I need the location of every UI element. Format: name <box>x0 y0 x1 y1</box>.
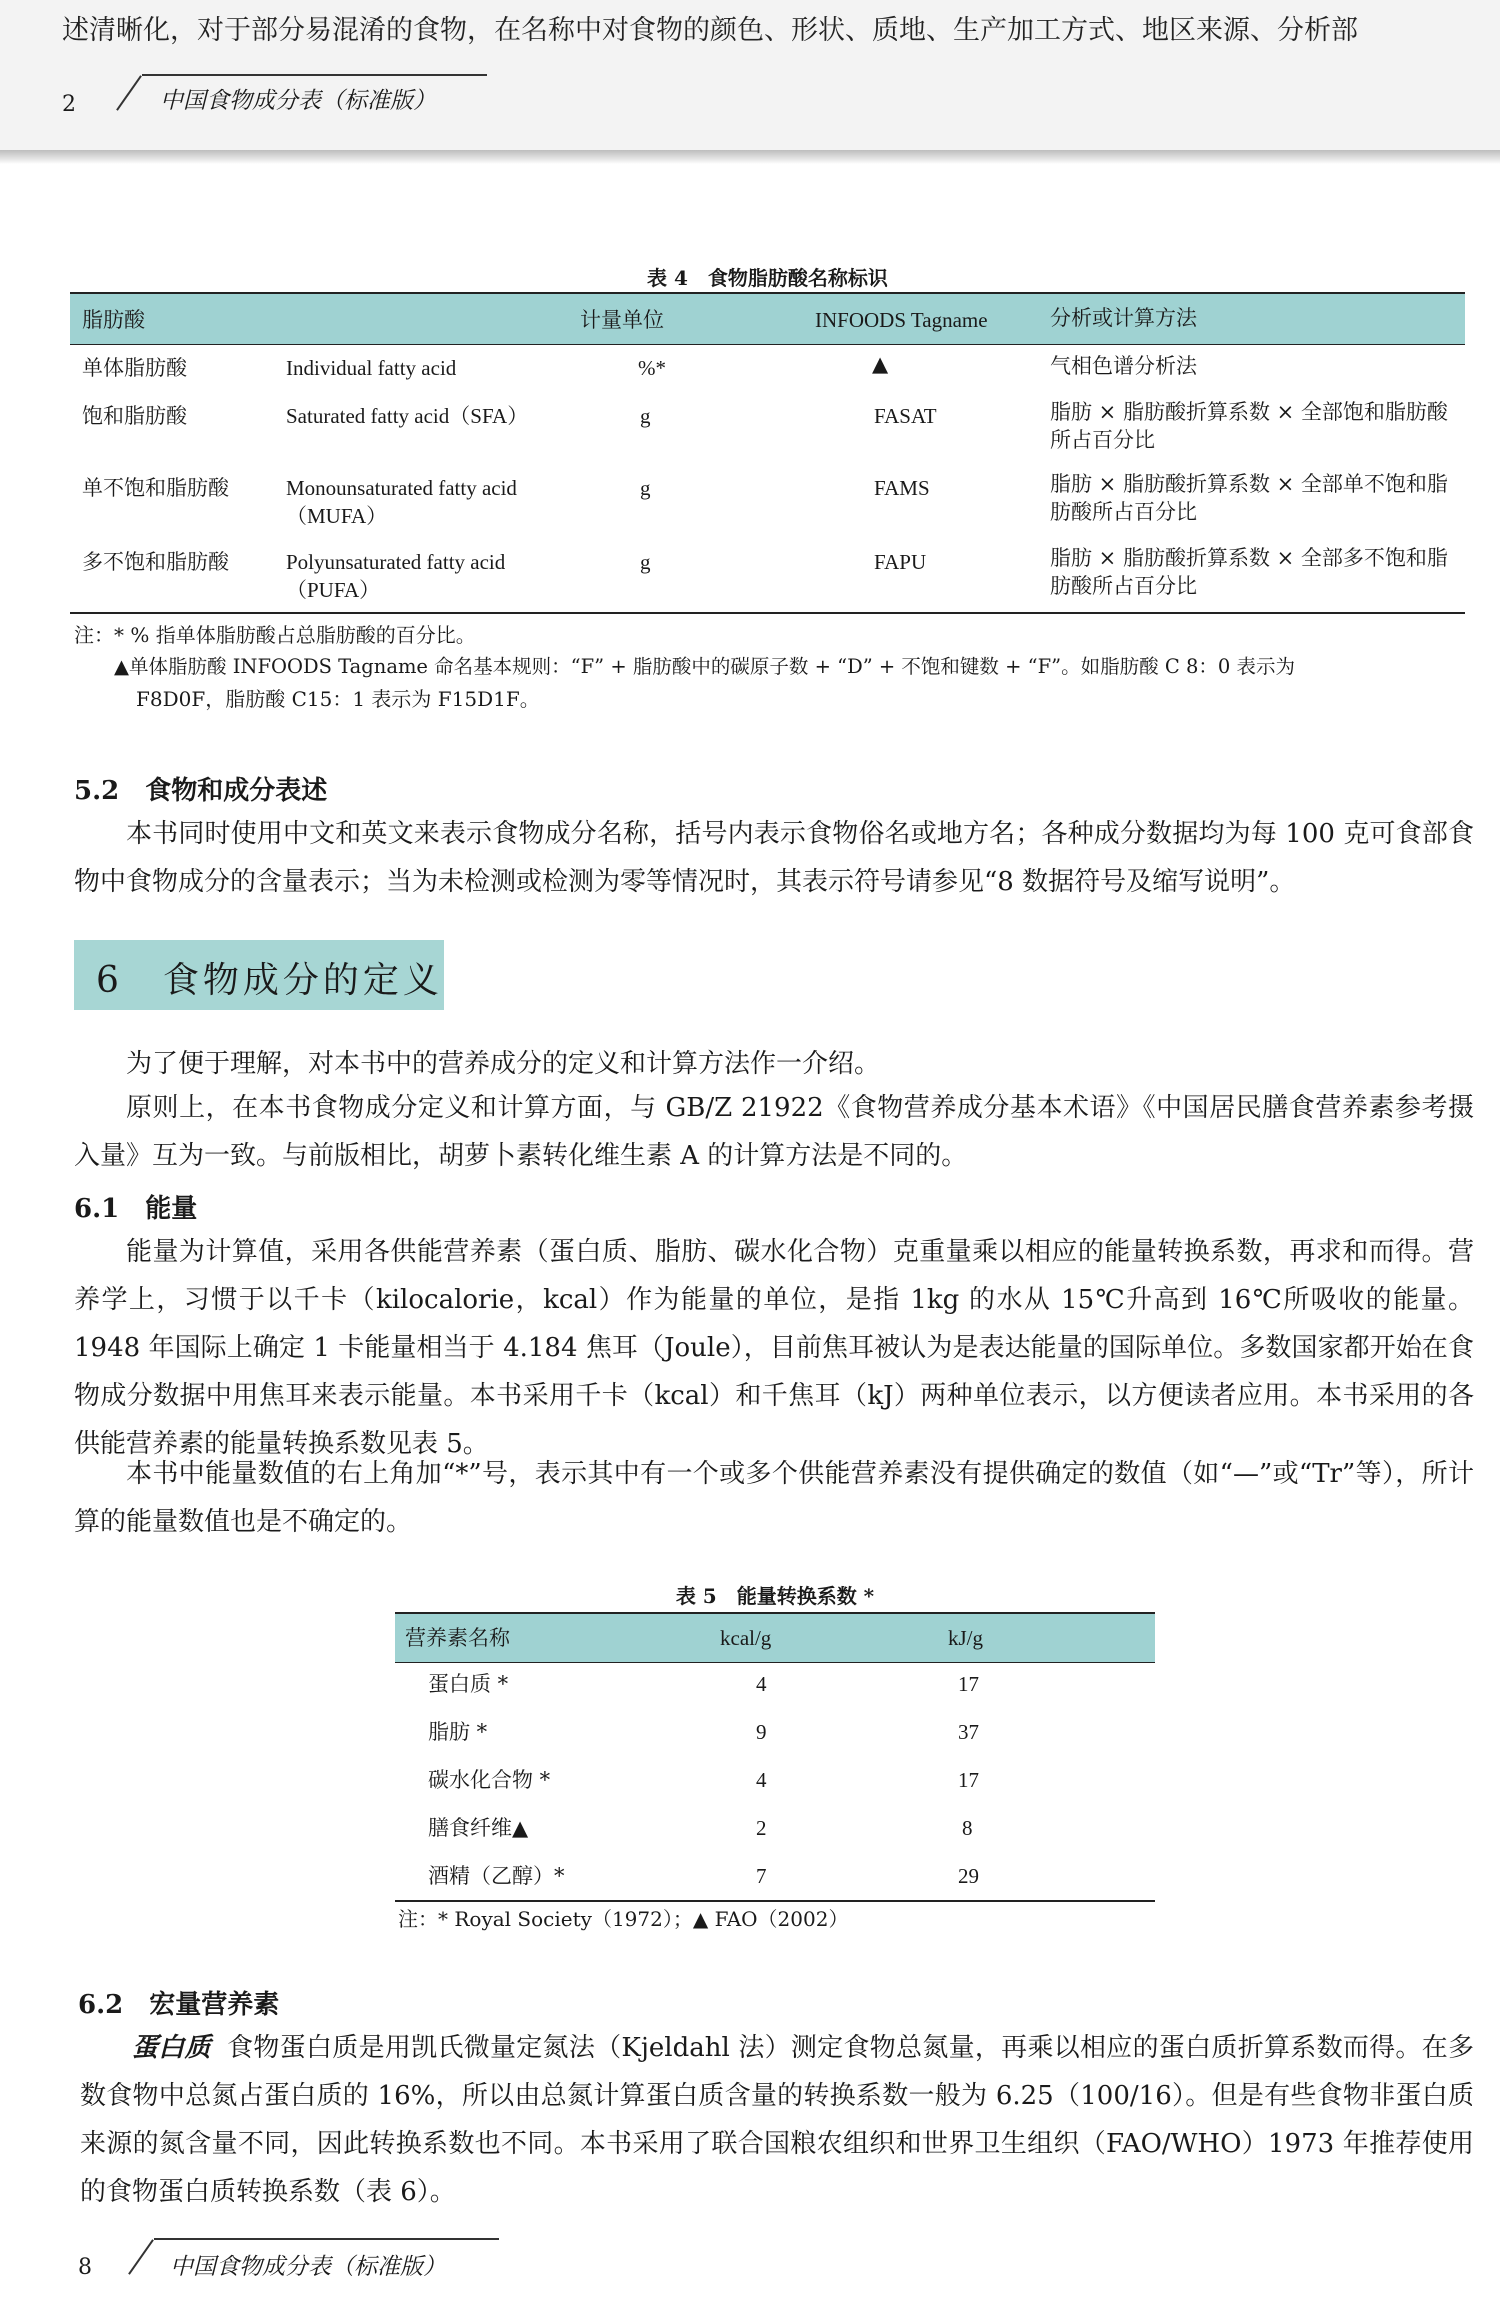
table4-row4-tag: FAPU <box>874 550 927 574</box>
section-6-1-paragraph-1: 能量为计算值，采用各供能营养素（蛋白质、脂肪、碳水化合物）克重量乘以相应的能量转换系数，再求和而得。营养学上，习惯于以千卡（kilocalorie，kcal）作为能量的单位，是指 1kg 的水从 15℃升高到 16℃所吸收的能量。1948 年国际上确定 1 卡能量相当于 4.184 焦耳（Joule），目前焦耳被认为是表达能量的国际单位。多数国家都开始在食物成分数据中用焦耳来表示能量。本书采用千卡（kcal）和千焦耳（kJ）两种单位表示，以方便读者应用。本书采用的各供能营养素的能量转换系数见表 5。 <box>74 1237 1474 1459</box>
table4-row3-unit: g <box>640 476 651 500</box>
table4-note1: 注：* % 指单体脂肪酸占总脂肪酸的百分比。 <box>74 623 476 647</box>
table4-header-row <box>70 294 1465 344</box>
table5-row5-kcal: 7 <box>756 1864 767 1888</box>
section-6-paragraph-2: 原则上，在本书食物成分定义和计算方面，与 GB/Z 21922《食物营养成分基本术语》《中国居民膳食营养素参考摄入量》互为一致。与前版相比，胡萝卜素转化维生素 A 的计算方法是不同的。 <box>74 1093 1474 1171</box>
table4-row3-tag: FAMS <box>874 476 930 500</box>
section-6-1-heading: 6.1 能量 <box>74 1194 198 1224</box>
table4-header-unit: 计量单位 <box>580 308 664 332</box>
section-6-2-paragraph-text: 食物蛋白质是用凯氏微量定氮法（Kjeldahl 法）测定食物总氮量，再乘以相应的蛋白质折算系数而得。在多数食物中总氮占蛋白质的 16%，所以由总氮计算蛋白质含量的转换系数一般为 6.25（100/16）。但是有些食物非蛋白质来源的氮含量不同，因此转换系数也不同。本书采用了联合国粮农组织和世界卫生组织（FAO/WHO）1973 年推荐使用的食物蛋白质转换系数（表 6）。 <box>80 2033 1474 2207</box>
table5-row1-kj: 17 <box>958 1672 979 1696</box>
table4-row2-en: Saturated fatty acid（SFA） <box>286 404 529 428</box>
table4-row1-unit: %* <box>638 356 666 380</box>
section-6-1-paragraph-2: 本书中能量数值的右上角加“*”号，表示其中有一个或多个供能营养素没有提供确定的数值（如“—”或“Tr”等），所计算的能量数值也是不确定的。 <box>74 1459 1474 1537</box>
table5-row3-kcal: 4 <box>756 1768 767 1792</box>
table5-caption: 表 5 能量转换系数 * <box>675 1584 875 1608</box>
section-6-2-heading: 6.2 宏量营养素 <box>78 1990 280 2020</box>
footer-label: 中国食物成分表（标准版） <box>170 2254 446 2280</box>
footer-page-number: 8 <box>78 2255 92 2280</box>
table5-row2-kj: 37 <box>958 1720 979 1744</box>
table4-bottom-rule <box>70 612 1465 614</box>
table5-row1-kcal: 4 <box>756 1672 767 1696</box>
table5-row3-kj: 17 <box>958 1768 979 1792</box>
table5-header-rule <box>395 1662 1155 1663</box>
table5-row2-kcal: 9 <box>756 1720 767 1744</box>
table4-note2: ▲单体脂肪酸 INFOODS Tagname 命名基本规则：“F” + 脂肪酸中的碳原子数 + “D” + 不饱和键数 + “F”。如脂肪酸 C 8：0 表示为 <box>114 655 1295 678</box>
table4-row1-zh: 单体脂肪酸 <box>82 356 187 380</box>
table4-row2-unit: g <box>640 404 651 428</box>
table5-row4-name: 膳食纤维▲ <box>428 1816 529 1840</box>
table5-row2-name: 脂肪 * <box>428 1720 488 1744</box>
section-6-heading: 6 食物成分的定义 <box>96 960 443 1001</box>
previous-page-header: 中国食物成分表（标准版） <box>160 88 436 114</box>
table5-row4-kcal: 2 <box>756 1816 767 1840</box>
footer-rule <box>154 2238 499 2240</box>
table4-caption: 表 4 食物脂肪酸名称标识 <box>647 266 888 290</box>
table4-row3-zh: 单不饱和脂肪酸 <box>82 476 229 500</box>
previous-page-number: 2 <box>62 92 76 117</box>
table5-header-kcal: kcal/g <box>720 1626 772 1650</box>
table5-row4-kj: 8 <box>962 1816 973 1840</box>
table4-row4-zh: 多不饱和脂肪酸 <box>82 550 229 574</box>
table5-row5-name: 酒精（乙醇）* <box>428 1864 565 1888</box>
section-5-2-paragraph: 本书同时使用中文和英文来表示食物成分名称，括号内表示食物俗名或地方名；各种成分数据均为每 100 克可食部食物中食物成分的含量表示；当为未检测或检测为零等情况时，其表示符号请参见“8 数据符号及缩写说明”。 <box>74 819 1474 897</box>
table4-row2-tag: FASAT <box>874 404 937 428</box>
table4-row4-unit: g <box>640 550 651 574</box>
table4-row2-zh: 饱和脂肪酸 <box>82 404 187 428</box>
protein-term: 蛋白质 <box>132 2033 211 2063</box>
section-6-paragraph-1: 为了便于理解，对本书中的营养成分的定义和计算方法作一介绍。 <box>126 1049 881 1079</box>
table4-row1-en: Individual fatty acid <box>286 356 457 380</box>
table5-row1-name: 蛋白质 * <box>428 1672 509 1696</box>
header-rule <box>142 74 487 76</box>
table4-row3-method: 脂肪 × 脂肪酸折算系数 × 全部单不饱和脂肪酸所占百分比 <box>1050 472 1448 524</box>
table4-header-method: 分析或计算方法 <box>1050 306 1197 330</box>
footer-slash <box>128 2239 154 2275</box>
table5-note: 注：* Royal Society（1972）；▲ FAO（2002） <box>398 1907 849 1931</box>
table4-row1-tag: ▲ <box>872 352 889 376</box>
table5-header-name: 营养素名称 <box>405 1626 510 1650</box>
page-gutter <box>0 150 1500 164</box>
table4-note3: F8D0F，脂肪酸 C15：1 表示为 F15D1F。 <box>136 687 540 711</box>
table5-row3-name: 碳水化合物 * <box>428 1768 551 1792</box>
table4-row2-method: 脂肪 × 脂肪酸折算系数 × 全部饱和脂肪酸所占百分比 <box>1050 400 1448 452</box>
table4-row3-en: Monounsaturated fatty acid（MUFA） <box>286 476 517 528</box>
table4-row1-method: 气相色谱分析法 <box>1050 354 1197 378</box>
table4-header-rule <box>70 344 1465 345</box>
section-5-2-heading: 5.2 食物和成分表述 <box>74 776 328 806</box>
table5-row5-kj: 29 <box>958 1864 979 1888</box>
table4-row4-en: Polyunsaturated fatty acid（PUFA） <box>286 550 506 602</box>
table5-header-kj: kJ/g <box>948 1626 984 1650</box>
table4-header-fattyacid: 脂肪酸 <box>82 308 145 332</box>
section-6-2-paragraph <box>80 2024 1474 2216</box>
table4-row4-method: 脂肪 × 脂肪酸折算系数 × 全部多不饱和脂肪酸所占百分比 <box>1050 546 1448 598</box>
previous-page-text: 述清晰化，对于部分易混淆的食物，在名称中对食物的颜色、形状、质地、生产加工方式、地区来源、分析部 <box>62 15 1358 46</box>
table4-header-tagname: INFOODS Tagname <box>815 308 988 332</box>
